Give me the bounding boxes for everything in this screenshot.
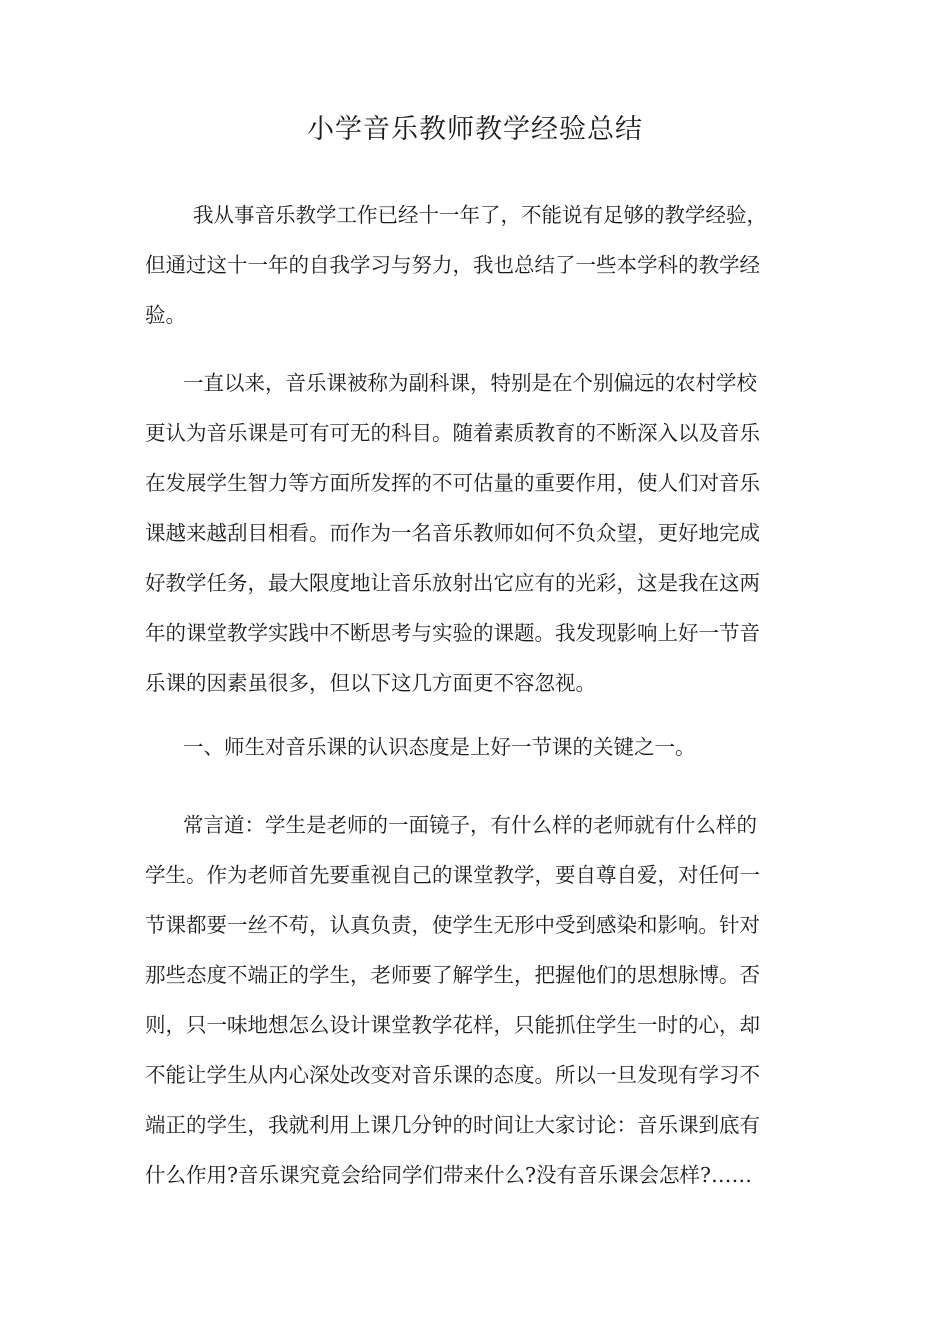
paragraph-line: 验。	[145, 303, 186, 327]
paragraph-line: 课越来越刮目相看。而作为一名音乐教师如何不负众望，更好地完成	[145, 521, 760, 545]
paragraph-line: 节课都要一丝不苟，认真负责，使学生无形中受到感染和影响。针对	[145, 913, 760, 937]
section-heading-text: 一、师生对音乐课的认识态度是上好一节课的关键之一。	[183, 735, 696, 759]
paragraph-line: 那些态度不端正的学生，老师要了解学生，把握他们的思想脉博。否	[145, 963, 760, 987]
paragraph-background	[145, 358, 809, 708]
paragraph-line: 但通过这十一年的自我学习与努力，我也总结了一些本学科的教学经	[145, 253, 760, 277]
paragraph-attitude	[145, 800, 809, 1200]
paragraph-line: 常言道：学生是老师的一面镜子，有什么样的老师就有什么样的	[183, 813, 757, 837]
section-heading	[145, 722, 809, 772]
paragraph-line: 则，只一味地想怎么设计课堂教学花样，只能抓住学生一时的心，却	[145, 1013, 760, 1037]
paragraph-line: 学生。作为老师首先要重视自己的课堂教学，要自尊自爱，对任何一	[145, 863, 760, 887]
paragraph-line: 好教学任务，最大限度地让音乐放射出它应有的光彩，这是我在这两	[145, 571, 760, 595]
paragraph-line: 我从事音乐教学工作已经十一年了，不能说有足够的教学经验，	[193, 203, 767, 227]
paragraph-intro	[145, 190, 809, 340]
paragraph-line: 不能让学生从内心深处改变对音乐课的态度。所以一旦发现有学习不	[145, 1063, 760, 1087]
paragraph-line: 一直以来，音乐课被称为副科课，特别是在个别偏远的农村学校	[183, 371, 757, 395]
document-title: 小学音乐教师教学经验总结	[307, 114, 643, 145]
paragraph-line: 在发展学生智力等方面所发挥的不可估量的重要作用，使人们对音乐	[145, 471, 760, 495]
paragraph-line: 年的课堂教学实践中不断思考与实验的课题。我发现影响上好一节音	[145, 621, 760, 645]
paragraph-line: 更认为音乐课是可有可无的科目。随着素质教育的不断深入以及音乐	[145, 421, 760, 445]
paragraph-line: 什么作用?音乐课究竟会给同学们带来什么?没有音乐课会怎样?……	[145, 1163, 752, 1187]
paragraph-line: 端正的学生，我就利用上课几分钟的时间让大家讨论：音乐课到底有	[145, 1113, 760, 1137]
paragraph-line: 乐课的因素虽很多，但以下这几方面更不容忽视。	[145, 671, 596, 695]
